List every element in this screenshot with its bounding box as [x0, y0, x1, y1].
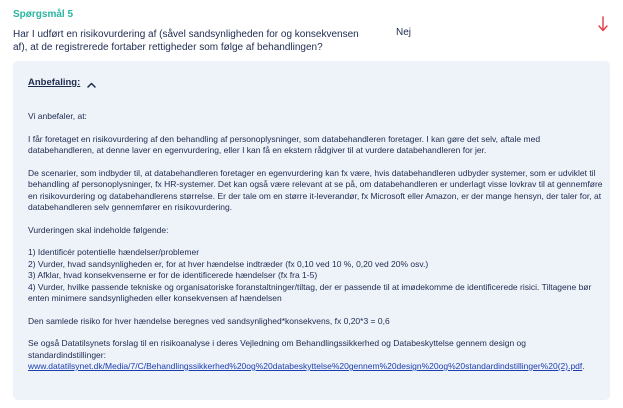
question-answer: Nej	[396, 27, 412, 38]
chevron-up-icon	[87, 80, 96, 86]
recommendation-paragraph-2: De scenarier, som indbyder til, at databehandleren foretager en egenvurdering kan fx være, hvis databehandleren udbyder systemer, som er udviklet til behandling af personoplysninger, fx HR-systemer. Det kan også være relevant at se på, om databehandleren er underlagt visse lovkrav til at gennemføre en risikovurdering og databehandlerens størrelse. Er der tale om en større it-leverandør, fx Microsoft eller Amazon, er der mange hensyn, der taler for, at databehandleren selv gennemfører en risikovurdering.	[28, 167, 603, 212]
list-item: 4) Vurder, hvilke passende tekniske og organisatoriske foranstaltninger/tiltag, der er passende til at imødekomme de identificerede risici. Tiltagene bør enten minimere sandsynligheden eller konsekvensen af hændelsen	[28, 281, 592, 303]
recommendation-panel	[13, 61, 610, 400]
recommendation-toggle-label: Anbefaling:	[28, 77, 81, 88]
recommendation-toggle[interactable]	[28, 77, 96, 88]
question-number: Spørgsmål 5	[13, 9, 74, 20]
arrow-down-icon[interactable]	[597, 16, 609, 32]
link-suffix: .	[582, 361, 585, 371]
list-intro: Vurderingen skal indeholde følgende:	[28, 224, 169, 235]
recommendation-paragraph-1: I får foretaget en risikovurdering af den behandling af personoplysninger, som databehandleren foretager. I kan gøre det selv, aftale med databehandleren, at denne laver en egenvurdering, eller I kan få en ekstern rådgiver til at vurdere databehandleren for jer.	[28, 133, 541, 155]
recommendation-body	[28, 111, 603, 373]
list-item: 2) Vurder, hvad sandsynligheden er, for at hver hændelse indtræder (fx 0,10 ved 10 %, 0,20 ved 20% osv.)	[28, 258, 429, 269]
risk-formula: Den samlede risiko for hver hændelse beregnes ved sandsynlighed*konsekvens, fx 0,20*3 = 0,6	[28, 315, 390, 326]
datatilsynet-link[interactable]: www.datatilsynet.dk/Media/7/C/Behandlingssikkerhed%20og%20databeskyttelse%20gennem%20design%20og%20standardindstillinger%20(2).pdf	[28, 361, 583, 371]
list-item: 1) Identificér potentielle hændelser/problemer	[28, 247, 200, 257]
see-also-text: Se også Datatilsynets forslag til en risikoanalyse i deres Vejledning om Behandlingssikkerhed og Databeskyttelse gennem design og standardindstillinger:	[28, 338, 527, 360]
recommendation-intro: Vi anbefaler, at:	[28, 111, 87, 121]
list-item: 3) Afklar, hvad konsekvenserne er for de identificerede hændelser (fx fra 1-5)	[28, 270, 318, 280]
see-also-link-line	[28, 361, 603, 373]
question-text: Har I udført en risikovurdering af (såvel sandsynligheden for og konsekvensen af), at de registrerede fortaber rettigheder som følge af behandlingen?	[13, 29, 359, 53]
